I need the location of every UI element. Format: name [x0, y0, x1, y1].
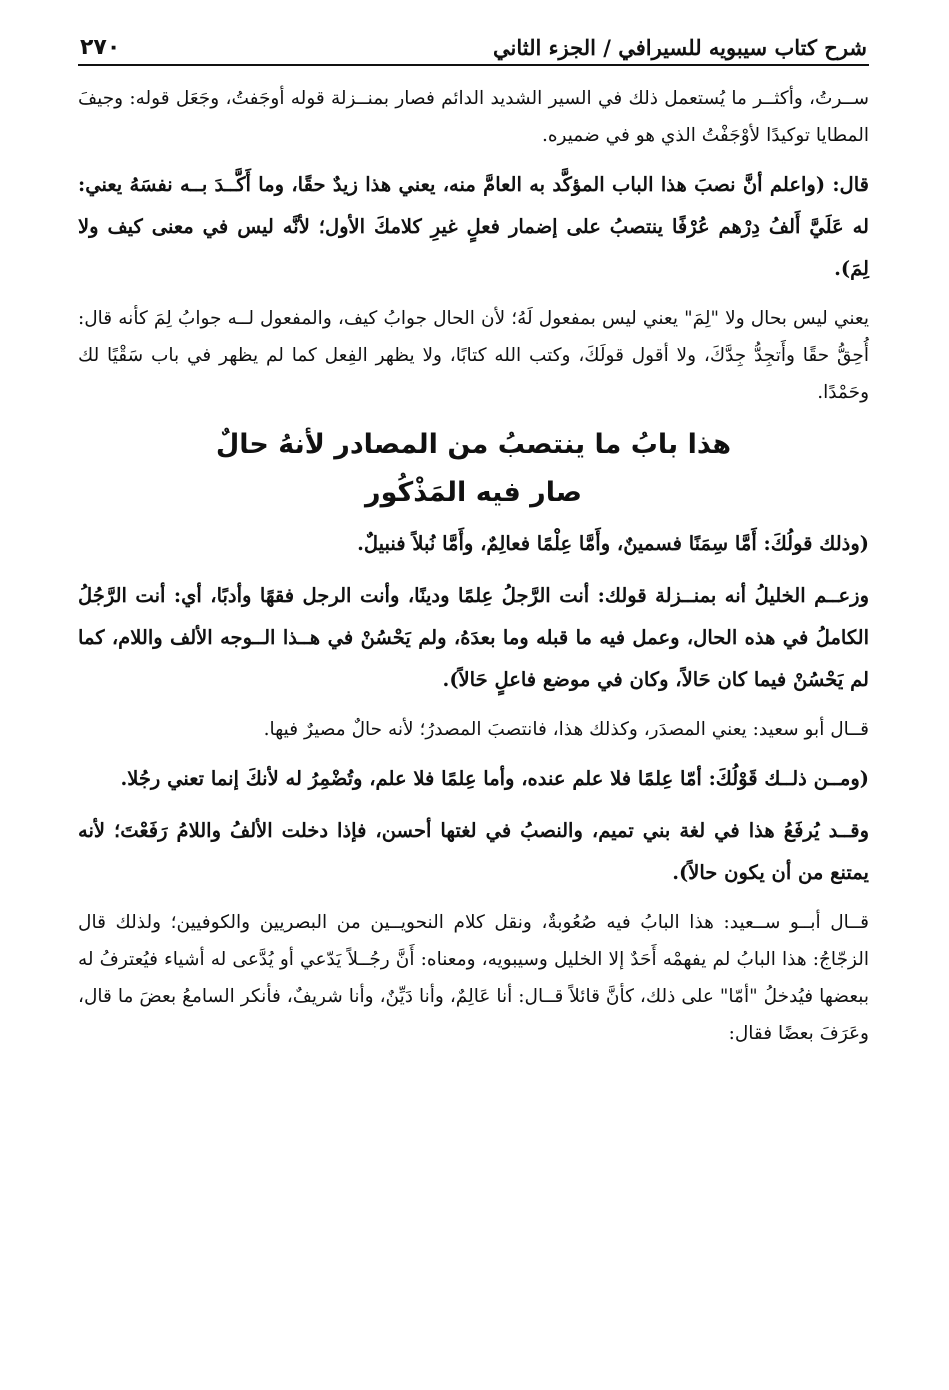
- chapter-title-line: هذا بابُ ما ينتصبُ من المصادر لأنهُ حالٌ: [215, 429, 732, 460]
- paragraph: ســرتُ، وأكثــر ما يُستعمل ذلك في السير الشديد الدائم فصار بمنــزلة قوله أوجَفتُ، وجَعَل قوله: وجيفَ المطايا توكيدًا لأوْجَفْتُ الذي هو في ضميره.: [78, 88, 869, 146]
- paragraph: قــال أبــو ســعيد: هذا البابُ فيه صُعُوبةٌ، ونقل كلام النحويــين من البصريين والكوفيين؛ ولذلك قال الزجّاجُ: هذا البابُ لم يفهمْه أَحَدٌ إلا الخليل وسيبويه، ومعناه: أَنَّ رجُــلاً يَدّعي أو يُدَّعى له أشياء فيُعترفُ له ببعضها فيُدخلُ "أمّا" على ذلك، كأنَّ قائلاً قــال: أنا عَالِمٌ، وأنا دَيِّنٌ، وأنا شريفٌ، فأنكر السامعُ بعضَ ما قال، وعَرَفَ بعضًا فقال:: [78, 912, 869, 1044]
- quoted-paragraph: (وذلك قولُكَ: أَمَّا سِمَنًا فسمينٌ، وأَمَّا عِلْمًا فعالِمٌ، وأَمَّا نُبلاً فنبيلٌ.: [357, 532, 869, 555]
- chapter-title: [78, 421, 869, 517]
- quoted-paragraph: وقــد يُرفَعُ هذا في لغة بني تميم، والنصبُ في لغتها أحسن، فإذا دخلت الألفُ واللامُ رَفَعْتَ؛ لأنه يمتنع من أن يكون حالاً).: [78, 819, 869, 884]
- quoted-paragraph: (ومــن ذلــك قَوْلُكَ: أمّا عِلمًا فلا علم عنده، وأما عِلمًا فلا علم، وتُضْمِرُ له لأنكَ إنما تعني رجُلا.: [120, 767, 869, 790]
- page-header: [78, 22, 869, 66]
- chapter-title-line: صار فيه المَذْكُور: [365, 477, 582, 508]
- running-title: شرح كتاب سيبويه للسيرافي / الجزء الثاني: [493, 35, 867, 60]
- paragraph: قــال أبو سعيد: يعني المصدَر، وكذلك هذا، فانتصبَ المصدرُ؛ لأنه حالٌ مصيرٌ فيها.: [263, 719, 869, 740]
- book-page: [78, 22, 869, 1360]
- quoted-paragraph: وزعــم الخليلُ أنه بمنــزلة قولك: أنت الرَّجلُ عِلمًا ودينًا، وأنت الرجل فقهًا وأدبًا، أي: أنت الرَّجُلُ الكاملُ في هذه الحال، وعمل فيه ما قبله وما بعدَهُ، ولم يَحْسُنْ في هــذا الــوجه الألف واللام، كما لم يَحْسُنْ فيما كان حَالاً، وكان في موضع فاعلٍ حَالاً).: [78, 584, 869, 691]
- quoted-paragraph: قال: (واعلم أنَّ نصبَ هذا الباب المؤكَّد به العامَّ منه، يعني هذا زيدٌ حقًا، وما أَكَّــدَ بــه نفسَهُ يعني: له عَلَيَّ أَلفُ دِرْهم عُرْفًا ينتصبُ على إضمار فعلٍ غيرِ كلامكَ الأول؛ لأنَّه ليس في معنى كيف ولا لِمَ).: [78, 173, 869, 280]
- page-body: [78, 80, 869, 1052]
- page-number: ٢٧٠: [80, 35, 121, 60]
- paragraph: يعني ليس بحال ولا "لِمَ" يعني ليس بمفعول لَهُ؛ لأن الحال جوابُ كيف، والمفعول لــه جوابُ لِمَ كأنه قال: أُحِقُّ حقًا وأَتجِدُّ جِدَّكَ، ولا أقول قولَكَ، وكتب الله كتابًا، ولا يظهر الفِعل كما لم يظهر في باب سَقْيًا لك وحَمْدًا.: [78, 308, 869, 403]
